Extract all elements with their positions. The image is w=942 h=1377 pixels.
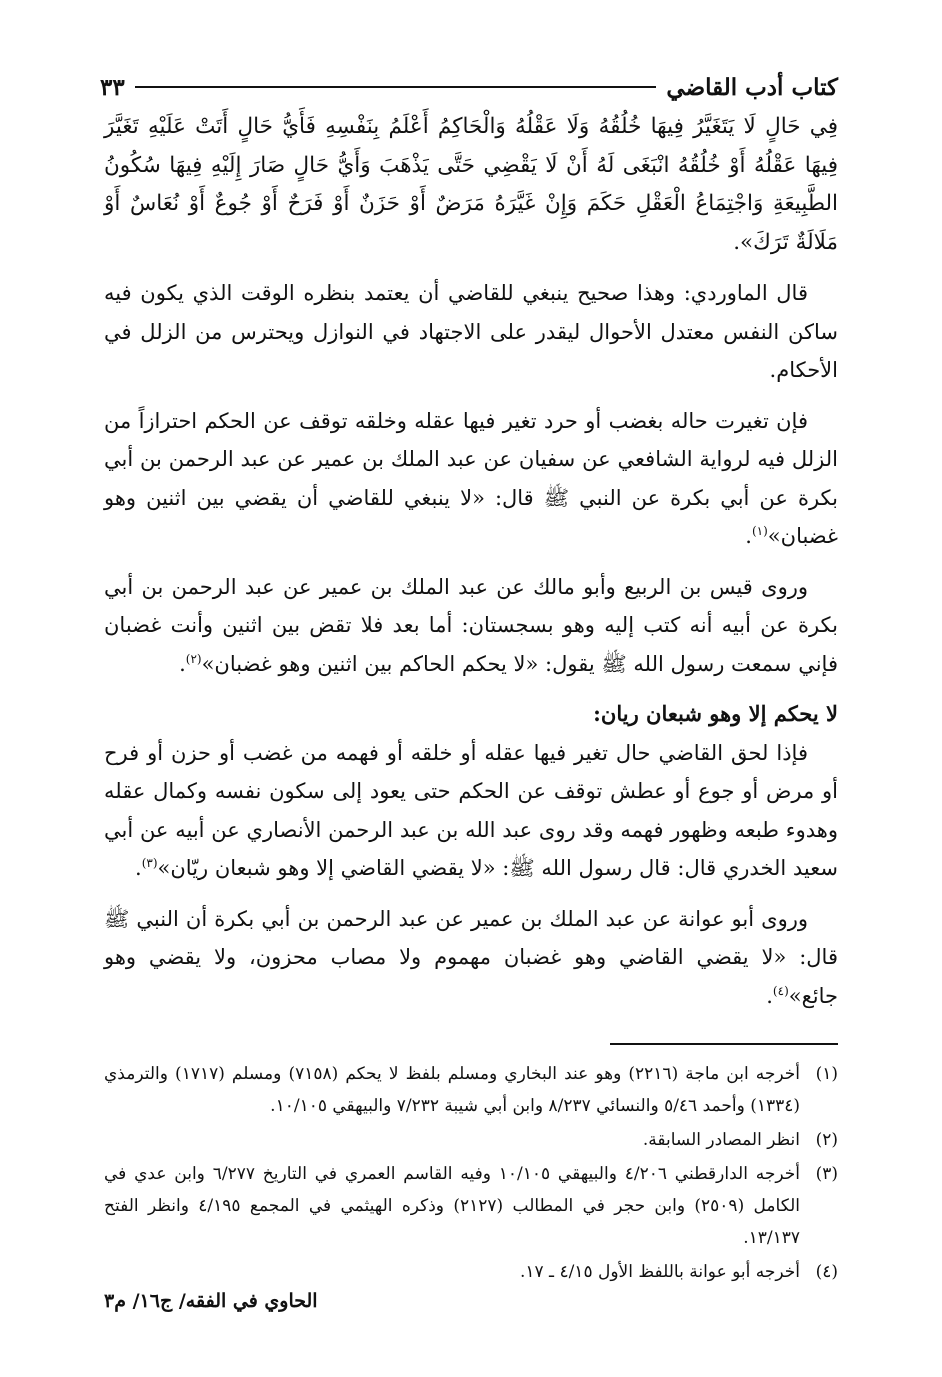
paragraph-text: فإذا لحق القاضي حال تغير فيها عقله أو خلقه أو فهمه من غضب أو حزن أو فرح أو مرض أو جوع أو عطش توقف عن الحكم حتى يعود إلى سكون نفسه وكمال عقله وهدوء طبعه وظهور فهمه وقد روى عبد الله بن عبد الرحمن الأنصاري عن أبيه عن أبي سعيد الخدري قال: قال رسول الله ﷺ: «لا يقضي القاضي إلا وهو شبعان ريّان»: [104, 740, 838, 880]
footnotes: [104, 1058, 838, 1290]
footnote-text: انظر المصادر السابقة.: [642, 1130, 800, 1150]
footnote: [104, 1124, 838, 1156]
paragraph-qays-narration: [104, 568, 838, 684]
footnote-number: (٢): [815, 1130, 838, 1150]
footnote-text: أخرجه أبو عوانة باللفظ الأول ٤/١٥ ـ ١٧.: [519, 1262, 800, 1282]
main-text: [104, 108, 838, 1027]
page-number: ٣٣: [100, 73, 125, 101]
paragraph-abu-awana: [104, 900, 838, 1016]
footnote: [104, 1158, 838, 1254]
footnote-text: أخرجه ابن ماجة (٢٢١٦) وهو عند البخاري ومسلم بلفظ لا يحكم (٧١٥٨) ومسلم (١٧١٧) والترمذي (١٣٣٤) وأحمد ٥/٤٦ والنسائي ٨/٢٣٧ وابن أبي شيبة ٧/٢٣٢ والبيهقي ١٠/١٠٥.: [104, 1064, 800, 1116]
paragraph-text: وروى قيس بن الربيع وأبو مالك عن عبد الملك بن عمير عن عبد الرحمن بن أبي بكرة عن أبيه أنه كتب إليه وهو بسجستان: أما بعد فلا تقض بين اثنين وأنت غضبان فإني سمعت رسول الله ﷺ يقول: «لا يحكم الحاكم بين اثنين وهو غضبان»: [104, 574, 838, 676]
paragraph-text: فإن تغيرت حاله بغضب أو حرد تغير فيها عقله وخلقه توقف عن الحكم احترازاً من الزلل فيه لرواية الشافعي عن سفيان عن عبد الملك بن عمير عن عبد الرحمن بن أبي بكرة عن أبي بكرة عن النبي ﷺ قال: «لا ينبغي للقاضي أن يقضي بين اثنين وهو غضبان»: [104, 408, 838, 548]
footnote-ref[interactable]: (٤): [772, 983, 789, 998]
footnote-ref[interactable]: (٣): [141, 856, 158, 870]
footnote-ref[interactable]: (١): [751, 524, 768, 538]
footnote-number: (٣): [815, 1164, 838, 1184]
footnote-number: (٤): [815, 1262, 838, 1282]
paragraph-mawardi: قال الماوردي: وهذا صحيح ينبغي للقاضي أن يعتمد بنظره الوقت الذي يكون فيه ساكن النفس معتدل الأحوال ليقدر على الاجتهاد في النوازل ويحترس من الزلل في الأحكام.: [104, 281, 838, 382]
paragraph-hunger-thirst: [104, 734, 838, 888]
footnote-separator: [610, 1043, 838, 1045]
footnote-ref[interactable]: (٢): [185, 651, 202, 666]
footnote-text: أخرجه الدارقطني ٤/٢٠٦ والبيهقي ١٠/١٠٥ وفيه القاسم العمري في التاريخ ٦/٢٧٧ وابن عدي في الكامل (٢٥٠٩) وابن حجر في المطالب (٢١٢٧) وذكره الهيثمي في المجمع ٤/١٩٥ وانظر الفتح ١٣/١٣٧.: [104, 1164, 800, 1248]
page-footer-signature: الحاوي في الفقه/ ج١٦/ م٣: [104, 1290, 318, 1312]
paragraph-anger: [104, 402, 838, 556]
running-header: [100, 70, 838, 104]
book-title: كتاب أدب القاضي: [666, 73, 838, 101]
paragraph-end: .: [766, 983, 773, 1008]
paragraph-quoted-text: فِي حَالٍ لَا يَتَغَيَّرُ فِيهَا خُلُقُهُ وَلَا عَقْلُهُ وَالْحَاكِمُ أَعْلَمُ بِنَفْسِهِ فَأَيُّ حَالٍ أَتَتْ عَلَيْهِ تَغَيَّرَ فِيهَا عَقْلُهُ أَوْ خُلُقُهُ انْبَغَى لَهُ أَنْ لَا يَقْضِي حَتَّى يَذْهَبَ وَأَيُّ حَالٍ صَارَ إِلَيْهِ فِيهَا سُكُونُ الطَّبِيعَةِ وَاجْتِمَاعُ الْعَقْلِ حَكَمَ وَإِنْ غَيَّرَهُ مَرَضٌ أَوْ حَزَنٌ أَوْ فَرَحٌ أَوْ جُوعٌ أَوْ نُعَاسٌ أَوْ مَلَالَةٌ تَرَكَ».: [104, 114, 838, 255]
footnote: [104, 1058, 838, 1122]
header-rule: [135, 86, 657, 88]
paragraph-end: .: [179, 651, 186, 676]
paragraph-end: .: [135, 856, 142, 880]
footnote: [104, 1256, 838, 1288]
section-heading: لا يحكم إلا وهو شبعان ريان:: [593, 701, 838, 726]
paragraph-text: وروى أبو عوانة عن عبد الملك بن عمير عن عبد الرحمن بن أبي بكرة أن النبي ﷺ قال: «لا يقضي القاضي وهو غضبان مهموم ولا مصاب محزون، ولا يقضي وهو جائع»: [104, 906, 838, 1008]
footnote-number: (١): [815, 1064, 838, 1084]
paragraph-end: .: [745, 524, 752, 548]
